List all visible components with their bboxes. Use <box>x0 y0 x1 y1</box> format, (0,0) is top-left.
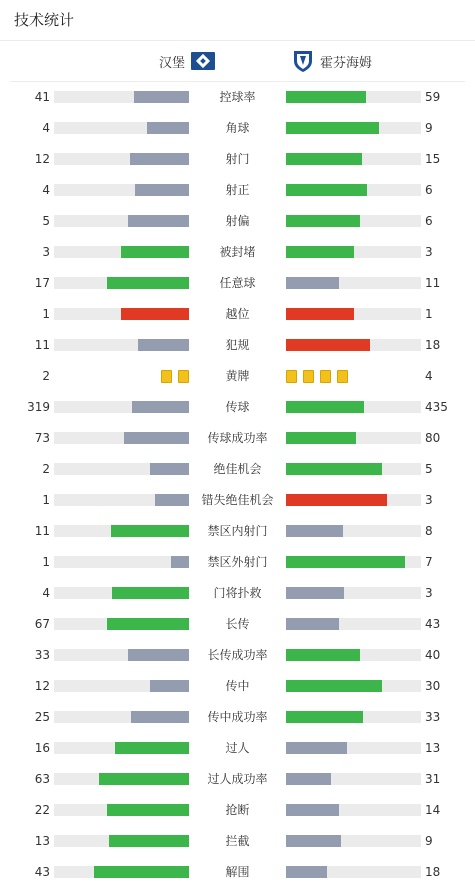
home-value: 17 <box>34 276 50 290</box>
away-bar-track <box>286 618 421 630</box>
home-value: 5 <box>42 214 50 228</box>
home-bar <box>128 215 189 227</box>
away-bar <box>286 122 379 134</box>
stat-row <box>0 640 475 671</box>
stat-label: 传球成功率 <box>207 431 268 445</box>
stat-row <box>0 702 475 733</box>
stat-row <box>0 299 475 330</box>
stat-label: 错失绝佳机会 <box>201 493 274 507</box>
away-bar-track <box>286 525 421 537</box>
away-bar-track <box>286 153 421 165</box>
stat-label: 长传成功率 <box>207 648 268 662</box>
home-bar-track <box>54 246 189 258</box>
stat-row <box>0 330 475 361</box>
home-bar-track <box>54 649 189 661</box>
yellow-card-icon <box>303 370 314 383</box>
away-bar <box>286 153 362 165</box>
away-bar <box>286 556 405 568</box>
away-bar-track <box>286 711 421 723</box>
away-bar <box>286 618 339 630</box>
home-bar <box>150 463 189 475</box>
away-bar <box>286 773 331 785</box>
away-value: 6 <box>425 214 433 228</box>
away-bar-track <box>286 835 421 847</box>
home-bar-track <box>54 525 189 537</box>
stat-label: 拦截 <box>225 834 250 848</box>
away-bar <box>286 432 356 444</box>
yellow-card-icon <box>178 370 189 383</box>
home-value: 2 <box>42 369 50 383</box>
home-yellow-cards <box>161 370 189 382</box>
home-bar-track <box>54 153 189 165</box>
home-bar <box>99 773 189 785</box>
stat-row <box>0 485 475 516</box>
away-bar <box>286 215 360 227</box>
stat-label: 过人 <box>225 741 250 755</box>
stat-row <box>0 423 475 454</box>
away-bar <box>286 587 344 599</box>
stat-row <box>0 609 475 640</box>
away-bar <box>286 246 354 258</box>
stat-row <box>0 764 475 795</box>
home-bar-track <box>54 432 189 444</box>
home-bar <box>112 587 189 599</box>
away-team[interactable] <box>292 41 372 81</box>
home-value: 11 <box>34 524 50 538</box>
away-value: 9 <box>425 834 433 848</box>
home-bar-track <box>54 587 189 599</box>
home-bar <box>111 525 189 537</box>
home-bar-track <box>54 773 189 785</box>
home-bar-track <box>54 308 189 320</box>
home-bar-track <box>54 866 189 878</box>
away-bar <box>286 742 347 754</box>
away-bar <box>286 401 364 413</box>
home-value: 41 <box>34 90 50 104</box>
away-value: 6 <box>425 183 433 197</box>
home-value: 4 <box>42 586 50 600</box>
hoffenheim-logo-icon <box>292 49 314 73</box>
stat-label: 射门 <box>225 152 250 166</box>
home-bar-track <box>54 122 189 134</box>
stat-label: 传球 <box>225 400 250 414</box>
away-bar-track <box>286 866 421 878</box>
home-value: 319 <box>27 400 50 414</box>
home-bar <box>128 649 189 661</box>
away-bar <box>286 680 382 692</box>
stat-label: 射偏 <box>225 214 250 228</box>
away-value: 18 <box>425 338 441 352</box>
home-bar <box>107 618 189 630</box>
home-value: 4 <box>42 183 50 197</box>
away-bar-track <box>286 401 421 413</box>
home-value: 22 <box>34 803 50 817</box>
home-bar <box>132 401 189 413</box>
home-value: 33 <box>34 648 50 662</box>
home-bar <box>155 494 189 506</box>
away-bar <box>286 463 382 475</box>
away-bar-track <box>286 246 421 258</box>
stat-row <box>0 454 475 485</box>
away-bar <box>286 91 366 103</box>
away-bar-track <box>286 680 421 692</box>
home-bar-track <box>54 494 189 506</box>
away-bar <box>286 866 327 878</box>
away-bar-track <box>286 742 421 754</box>
stat-row <box>0 826 475 857</box>
stat-label: 越位 <box>225 307 250 321</box>
stat-label: 禁区外射门 <box>207 555 268 569</box>
home-bar-track <box>54 804 189 816</box>
home-bar-track <box>54 618 189 630</box>
home-bar-track <box>54 215 189 227</box>
stat-label: 被封堵 <box>219 245 256 259</box>
home-bar <box>124 432 189 444</box>
stat-row <box>0 733 475 764</box>
stat-row <box>0 795 475 826</box>
away-bar-track <box>286 649 421 661</box>
home-value: 73 <box>34 431 50 445</box>
home-value: 67 <box>34 617 50 631</box>
away-bar-track <box>286 215 421 227</box>
away-bar-track <box>286 122 421 134</box>
home-value: 1 <box>42 493 50 507</box>
stat-row <box>0 361 475 392</box>
yellow-card-icon <box>337 370 348 383</box>
yellow-card-icon <box>161 370 172 383</box>
home-value: 1 <box>42 555 50 569</box>
home-value: 12 <box>34 679 50 693</box>
home-bar <box>94 866 189 878</box>
away-value: 18 <box>425 865 441 879</box>
away-value: 59 <box>425 90 441 104</box>
away-value: 14 <box>425 803 441 817</box>
away-bar-track <box>286 463 421 475</box>
home-team-name: 汉堡 <box>158 55 185 71</box>
away-bar-track <box>286 308 421 320</box>
away-value: 13 <box>425 741 441 755</box>
teams-header <box>10 41 465 82</box>
home-value: 4 <box>42 121 50 135</box>
away-value: 9 <box>425 121 433 135</box>
home-bar-track <box>54 277 189 289</box>
home-bar <box>130 153 189 165</box>
stat-label: 长传 <box>225 617 250 631</box>
away-bar <box>286 711 363 723</box>
home-bar-track <box>54 91 189 103</box>
home-bar-track <box>54 835 189 847</box>
away-bar <box>286 277 339 289</box>
away-value: 80 <box>425 431 441 445</box>
away-bar <box>286 339 370 351</box>
away-value: 33 <box>425 710 441 724</box>
away-value: 11 <box>425 276 441 290</box>
home-bar <box>171 556 189 568</box>
home-bar <box>115 742 189 754</box>
yellow-card-icon <box>286 370 297 383</box>
home-bar <box>121 308 189 320</box>
away-value: 40 <box>425 648 441 662</box>
stat-label: 解围 <box>225 865 250 879</box>
away-bar-track <box>286 277 421 289</box>
away-value: 30 <box>425 679 441 693</box>
home-bar <box>134 91 189 103</box>
away-bar-track <box>286 587 421 599</box>
home-value: 43 <box>34 865 50 879</box>
stat-label: 抢断 <box>225 803 250 817</box>
home-bar <box>150 680 189 692</box>
stat-label: 控球率 <box>219 90 256 104</box>
stat-label: 绝佳机会 <box>213 462 262 476</box>
away-bar-track <box>286 556 421 568</box>
away-bar <box>286 649 360 661</box>
stat-row <box>0 206 475 237</box>
stat-row <box>0 516 475 547</box>
home-bar-track <box>54 463 189 475</box>
hamburg-logo-icon <box>191 52 215 70</box>
home-bar-track <box>54 680 189 692</box>
away-value: 3 <box>425 245 433 259</box>
stat-row <box>0 671 475 702</box>
stat-label: 黄牌 <box>225 369 250 383</box>
away-bar-track <box>286 773 421 785</box>
page-title: 技术统计 <box>0 0 475 41</box>
away-value: 3 <box>425 586 433 600</box>
stat-row <box>0 857 475 888</box>
away-bar-track <box>286 494 421 506</box>
away-team-name: 霍芬海姆 <box>320 55 373 71</box>
stat-label: 门将扑救 <box>213 586 262 600</box>
home-value: 12 <box>34 152 50 166</box>
yellow-card-icon <box>320 370 331 383</box>
home-value: 16 <box>34 741 50 755</box>
away-value: 5 <box>425 462 433 476</box>
home-bar-track <box>54 556 189 568</box>
away-bar-track <box>286 91 421 103</box>
stat-row <box>0 144 475 175</box>
stat-label: 角球 <box>225 121 250 135</box>
home-value: 3 <box>42 245 50 259</box>
home-bar-track <box>54 184 189 196</box>
away-bar-track <box>286 804 421 816</box>
home-bar <box>138 339 189 351</box>
home-bar <box>131 711 189 723</box>
home-value: 13 <box>34 834 50 848</box>
away-bar <box>286 835 341 847</box>
stat-row <box>0 113 475 144</box>
away-bar <box>286 308 354 320</box>
home-bar <box>107 804 189 816</box>
away-bar <box>286 184 367 196</box>
away-bar-track <box>286 339 421 351</box>
away-yellow-cards <box>286 370 348 382</box>
home-bar <box>109 835 189 847</box>
away-value: 4 <box>425 369 433 383</box>
home-bar <box>147 122 189 134</box>
stat-label: 传中成功率 <box>207 710 268 724</box>
home-bar <box>107 277 189 289</box>
stat-label: 过人成功率 <box>207 772 268 786</box>
stat-row <box>0 175 475 206</box>
stats-list <box>0 82 475 888</box>
stat-row <box>0 392 475 423</box>
away-bar-track <box>286 184 421 196</box>
away-bar-track <box>286 432 421 444</box>
stat-label: 传中 <box>225 679 250 693</box>
stat-label: 犯规 <box>225 338 250 352</box>
home-team[interactable] <box>159 41 215 81</box>
stat-label: 任意球 <box>219 276 256 290</box>
home-value: 1 <box>42 307 50 321</box>
away-value: 43 <box>425 617 441 631</box>
away-value: 1 <box>425 307 433 321</box>
away-value: 3 <box>425 493 433 507</box>
away-value: 8 <box>425 524 433 538</box>
home-bar <box>121 246 189 258</box>
home-value: 63 <box>34 772 50 786</box>
home-value: 2 <box>42 462 50 476</box>
home-bar-track <box>54 742 189 754</box>
away-bar <box>286 804 339 816</box>
home-bar-track <box>54 711 189 723</box>
away-value: 7 <box>425 555 433 569</box>
home-bar <box>135 184 189 196</box>
stat-row <box>0 237 475 268</box>
stat-label: 禁区内射门 <box>207 524 268 538</box>
away-value: 31 <box>425 772 441 786</box>
stat-row <box>0 547 475 578</box>
home-bar-track <box>54 339 189 351</box>
away-bar <box>286 525 343 537</box>
away-bar <box>286 494 387 506</box>
home-value: 11 <box>34 338 50 352</box>
stat-label: 射正 <box>225 183 250 197</box>
stat-row <box>0 578 475 609</box>
stat-row <box>0 268 475 299</box>
away-value: 435 <box>425 400 448 414</box>
away-value: 15 <box>425 152 441 166</box>
home-bar-track <box>54 401 189 413</box>
stat-row <box>0 82 475 113</box>
home-value: 25 <box>34 710 50 724</box>
